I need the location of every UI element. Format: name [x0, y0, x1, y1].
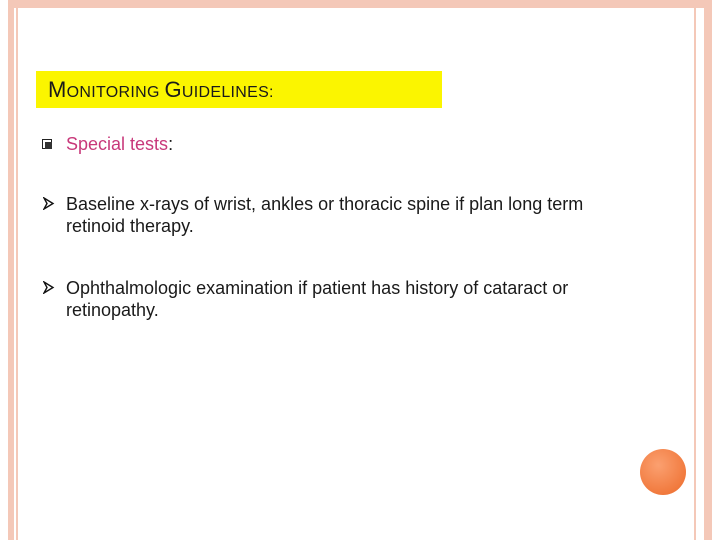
title-highlight-bar: [36, 71, 442, 108]
special-tests-colon: :: [168, 134, 174, 154]
special-tests-label: Special tests: [66, 134, 169, 154]
frame-right-border: [704, 0, 712, 540]
arrow-bullet-icon: [43, 197, 55, 210]
decorative-circle: [640, 449, 686, 495]
list-item-baseline-xrays: Baseline x-rays of wrist, ankles or thoracic spine if plan long term retinoid therapy.: [66, 194, 584, 236]
square-bullet-icon: [42, 139, 53, 150]
frame-top-border: [8, 0, 712, 8]
slide-title: [48, 77, 274, 103]
title-letter-m: M: [48, 76, 67, 102]
arrow-bullet-icon: [43, 281, 55, 294]
title-part-1: ONITORING: [66, 83, 165, 101]
title-part-2: UIDELINES:: [181, 83, 274, 101]
frame-left-inner-line: [16, 0, 18, 540]
frame-right-inner-line: [694, 0, 696, 540]
list-item-ophthalmologic-exam: Ophthalmologic examination if patient has history of cataract or retinopathy.: [66, 278, 569, 320]
title-letter-g: G: [164, 76, 182, 102]
list-item-special-tests: [66, 133, 626, 155]
frame-left-border: [8, 0, 14, 540]
